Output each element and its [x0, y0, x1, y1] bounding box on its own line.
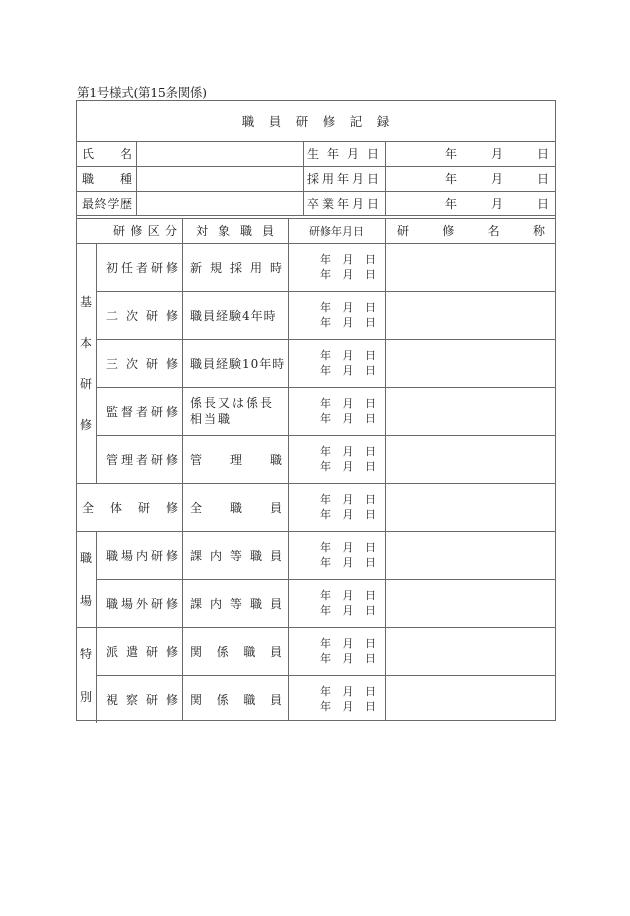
personal-date-label: 卒 業 年 月 日 [307, 197, 379, 211]
training-type: 職 場 外 研 修 [106, 596, 178, 611]
personal-label: 氏 名 [82, 147, 132, 161]
header-training-name: 研 修 名 称 [397, 224, 545, 238]
col-divider [385, 141, 386, 216]
target-staff: 関 係 職 員 [190, 644, 282, 659]
form-number-label: 第1号様式(第15条関係) [77, 85, 207, 100]
target-staff: 課 内 等 職 員 [190, 548, 282, 563]
training-date-field[interactable]: 年 月 日 年 月 日 [320, 685, 376, 713]
training-date-field[interactable]: 年 月 日 年 月 日 [320, 637, 376, 665]
target-staff: 全 職 員 [190, 500, 282, 515]
training-type: 三 次 研 修 [106, 356, 178, 371]
personal-value-field[interactable] [137, 168, 302, 189]
training-date-field[interactable]: 年 月 日 年 月 日 [320, 397, 376, 425]
training-type: 二 次 研 修 [106, 308, 178, 323]
training-type: 初 任 者 研 修 [106, 260, 178, 275]
personal-label: 最 終 学 歴 [82, 197, 132, 211]
training-type: 派 遣 研 修 [106, 644, 178, 659]
header-date: 研修年月日 [309, 224, 364, 238]
training-date-field[interactable]: 年 月 日 年 月 日 [320, 445, 376, 473]
training-name-field[interactable] [387, 437, 553, 481]
header-category: 研 修 区 分 [113, 224, 177, 238]
group-label: 基 本 研 修 [79, 295, 92, 432]
training-name-field[interactable] [387, 629, 553, 673]
personal-value-field[interactable] [137, 193, 302, 214]
personal-value-field[interactable] [137, 143, 302, 164]
training-type: 管 理 者 研 修 [106, 452, 178, 467]
training-type: 視 察 研 修 [106, 692, 178, 707]
target-staff: 新 規 採 用 時 [190, 260, 282, 275]
training-name-field[interactable] [387, 581, 553, 625]
form-title: 職 員 研 修 記 録 [241, 113, 391, 129]
training-name-field[interactable] [387, 293, 553, 337]
training-type: 職 場 内 研 修 [106, 548, 178, 563]
col-divider [385, 218, 386, 721]
group-label: 職 場 [79, 551, 92, 608]
group-col-divider [96, 243, 97, 483]
training-name-field[interactable] [387, 533, 553, 577]
training-date-field[interactable]: 年 月 日 年 月 日 [320, 349, 376, 377]
personal-date-field[interactable]: 年 月 日 [445, 172, 549, 186]
personal-date-field[interactable]: 年 月 日 [445, 197, 549, 211]
group-label-全体: 全 体 研 修 [82, 500, 178, 515]
group-label: 特 別 [79, 647, 92, 704]
col-divider [288, 218, 289, 721]
training-name-field[interactable] [387, 245, 553, 289]
personal-date-field[interactable]: 年 月 日 [445, 147, 549, 161]
target-staff: 管 理 職 [190, 452, 282, 467]
training-date-field[interactable]: 年 月 日 年 月 日 [320, 493, 376, 521]
training-name-field[interactable] [387, 389, 553, 433]
target-staff: 課 内 等 職 員 [190, 596, 282, 611]
target-staff: 関 係 職 員 [190, 692, 282, 707]
training-date-field[interactable]: 年 月 日 年 月 日 [320, 253, 376, 281]
target-staff: 職員経験10年時 [190, 356, 286, 371]
training-date-field[interactable]: 年 月 日 年 月 日 [320, 541, 376, 569]
personal-label: 職 種 [82, 172, 132, 186]
training-date-field[interactable]: 年 月 日 年 月 日 [320, 589, 376, 617]
col-divider [303, 141, 304, 216]
training-name-field[interactable] [387, 341, 553, 385]
training-date-field[interactable]: 年 月 日 年 月 日 [320, 301, 376, 329]
header-target: 対 象 職 員 [196, 224, 274, 238]
training-name-field[interactable] [387, 677, 553, 721]
training-type: 監 督 者 研 修 [106, 404, 178, 419]
col-divider [182, 218, 183, 721]
personal-date-label: 生 年 月 日 [307, 147, 379, 161]
target-staff: 係長又は係長相当職 [190, 396, 275, 426]
personal-date-label: 採 用 年 月 日 [307, 172, 379, 186]
target-staff: 職員経験4年時 [190, 308, 277, 323]
training-name-field[interactable] [387, 485, 553, 529]
